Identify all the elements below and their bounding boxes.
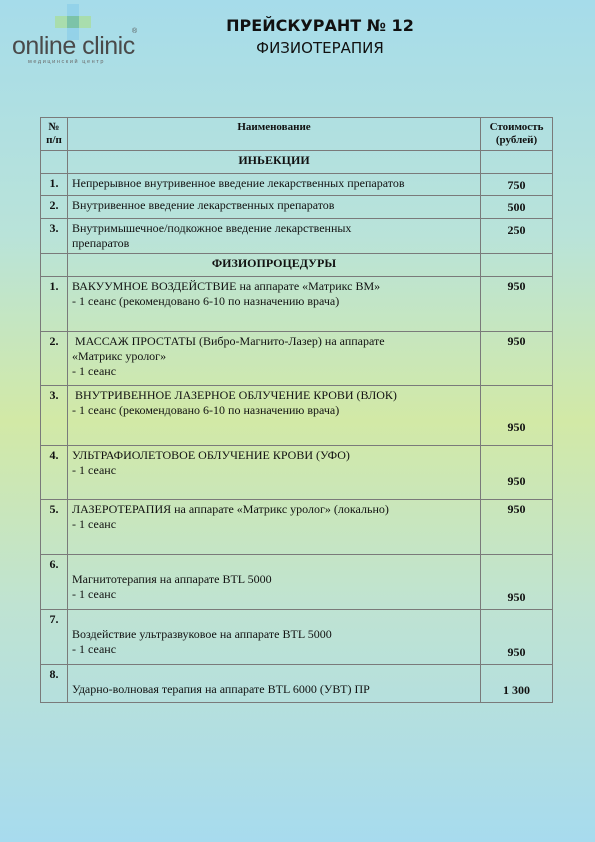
service-name-line [72, 478, 476, 493]
service-name-line: Воздействие ультразвуковое на аппарате BTL 5000 [72, 627, 332, 641]
column-header-name: Наименование [68, 118, 481, 151]
table-row [41, 665, 553, 703]
table-row [41, 500, 553, 555]
logo-brand: online clinic [12, 32, 135, 60]
service-price: 950 [481, 500, 553, 555]
service-price: 950 [481, 446, 553, 500]
service-name [68, 219, 481, 254]
service-name-line: «Матрикс уролог» [72, 349, 167, 363]
table-row [41, 196, 553, 219]
column-header-price: Стоимость (рублей) [481, 118, 553, 151]
page-title: ПРЕЙСКУРАНТ № 12 [226, 16, 414, 35]
service-name-line: Ударно-волновая терапия на аппарате BTL 6000 (УВТ) ПР [72, 682, 370, 696]
service-name-line: - 1 сеанс [72, 642, 117, 656]
logo-subtitle: медицинский центр [28, 59, 106, 65]
price-table [40, 117, 553, 703]
service-name [68, 386, 481, 446]
service-name [68, 665, 481, 703]
table-row [41, 277, 553, 332]
row-number: 3. [41, 386, 68, 446]
service-name-line: препаратов [72, 236, 130, 250]
row-number: 2. [41, 332, 68, 386]
table-header-row [41, 118, 553, 151]
service-name-line: УЛЬТРАФИОЛЕТОВОЕ ОБЛУЧЕНИЕ КРОВИ (УФО) [72, 448, 350, 462]
section-row [41, 151, 553, 174]
service-name-line [72, 557, 476, 572]
service-name-line: Внутривенное введение лекарственных препаратов [72, 198, 335, 212]
service-name [68, 610, 481, 665]
service-name [68, 332, 481, 386]
service-price: 750 [481, 174, 553, 196]
service-name [68, 500, 481, 555]
service-price: 950 [481, 555, 553, 610]
row-number: 8. [41, 665, 68, 703]
service-name-line [72, 612, 476, 627]
table-row [41, 446, 553, 500]
row-number: 4. [41, 446, 68, 500]
row-number: 7. [41, 610, 68, 665]
service-name-line: Непрерывное внутривенное введение лекарственных препаратов [72, 176, 405, 190]
service-name-line: МАССАЖ ПРОСТАТЫ (Вибро-Магнито-Лазер) на аппарате [72, 334, 385, 348]
service-name-line: ЛАЗЕРОТЕРАПИЯ на аппарате «Матрикс уролог» (локально) [72, 502, 389, 516]
page-subtitle: ФИЗИОТЕРАПИЯ [256, 39, 384, 57]
service-name-line: - 1 сеанс [72, 463, 117, 477]
row-number: 2. [41, 196, 68, 219]
service-price: 950 [481, 332, 553, 386]
table-row [41, 610, 553, 665]
service-name-line: - 1 сеанс [72, 517, 117, 531]
row-number: 5. [41, 500, 68, 555]
row-number: 6. [41, 555, 68, 610]
table-row [41, 555, 553, 610]
service-price: 250 [481, 219, 553, 254]
row-number: 1. [41, 277, 68, 332]
service-name-line: - 1 сеанс [72, 587, 117, 601]
section-empty-cell [41, 254, 68, 277]
logo-registered-mark: ® [132, 28, 138, 35]
service-name [68, 196, 481, 219]
price-table-body [41, 151, 553, 703]
service-name-line: ВАКУУМНОЕ ВОЗДЕЙСТВИЕ на аппарате «Матрикс ВМ» [72, 279, 381, 293]
clinic-logo [12, 4, 152, 68]
service-price: 950 [481, 610, 553, 665]
service-name-line: - 1 сеанс (рекомендовано 6-10 по назначению врача) [72, 403, 340, 417]
service-name [68, 446, 481, 500]
service-name-line: ВНУТРИВЕННОЕ ЛАЗЕРНОЕ ОБЛУЧЕНИЕ КРОВИ (ВЛОК) [72, 388, 397, 402]
service-name-line [72, 667, 476, 682]
table-row [41, 386, 553, 446]
service-price: 950 [481, 277, 553, 332]
service-name-line: Магнитотерапия на аппарате BTL 5000 [72, 572, 272, 586]
service-name-line: Внутримышечное/подкожное введение лекарственных [72, 221, 352, 235]
service-name-line [72, 418, 476, 433]
row-number: 3. [41, 219, 68, 254]
section-row [41, 254, 553, 277]
service-price: 950 [481, 386, 553, 446]
table-row [41, 174, 553, 196]
service-price: 1 300 [481, 665, 553, 703]
service-price: 500 [481, 196, 553, 219]
row-number: 1. [41, 174, 68, 196]
section-empty-cell [481, 151, 553, 174]
table-row [41, 332, 553, 386]
service-name-line [72, 532, 476, 547]
column-header-num: № п/п [41, 118, 68, 151]
section-title: ФИЗИОПРОЦЕДУРЫ [68, 254, 481, 277]
section-title: ИНЬЕКЦИИ [68, 151, 481, 174]
section-empty-cell [481, 254, 553, 277]
service-name [68, 174, 481, 196]
service-name-line: - 1 сеанс (рекомендовано 6-10 по назначению врача) [72, 294, 340, 308]
service-name [68, 277, 481, 332]
service-name-line: - 1 сеанс [72, 364, 117, 378]
section-empty-cell [41, 151, 68, 174]
table-row [41, 219, 553, 254]
service-name [68, 555, 481, 610]
